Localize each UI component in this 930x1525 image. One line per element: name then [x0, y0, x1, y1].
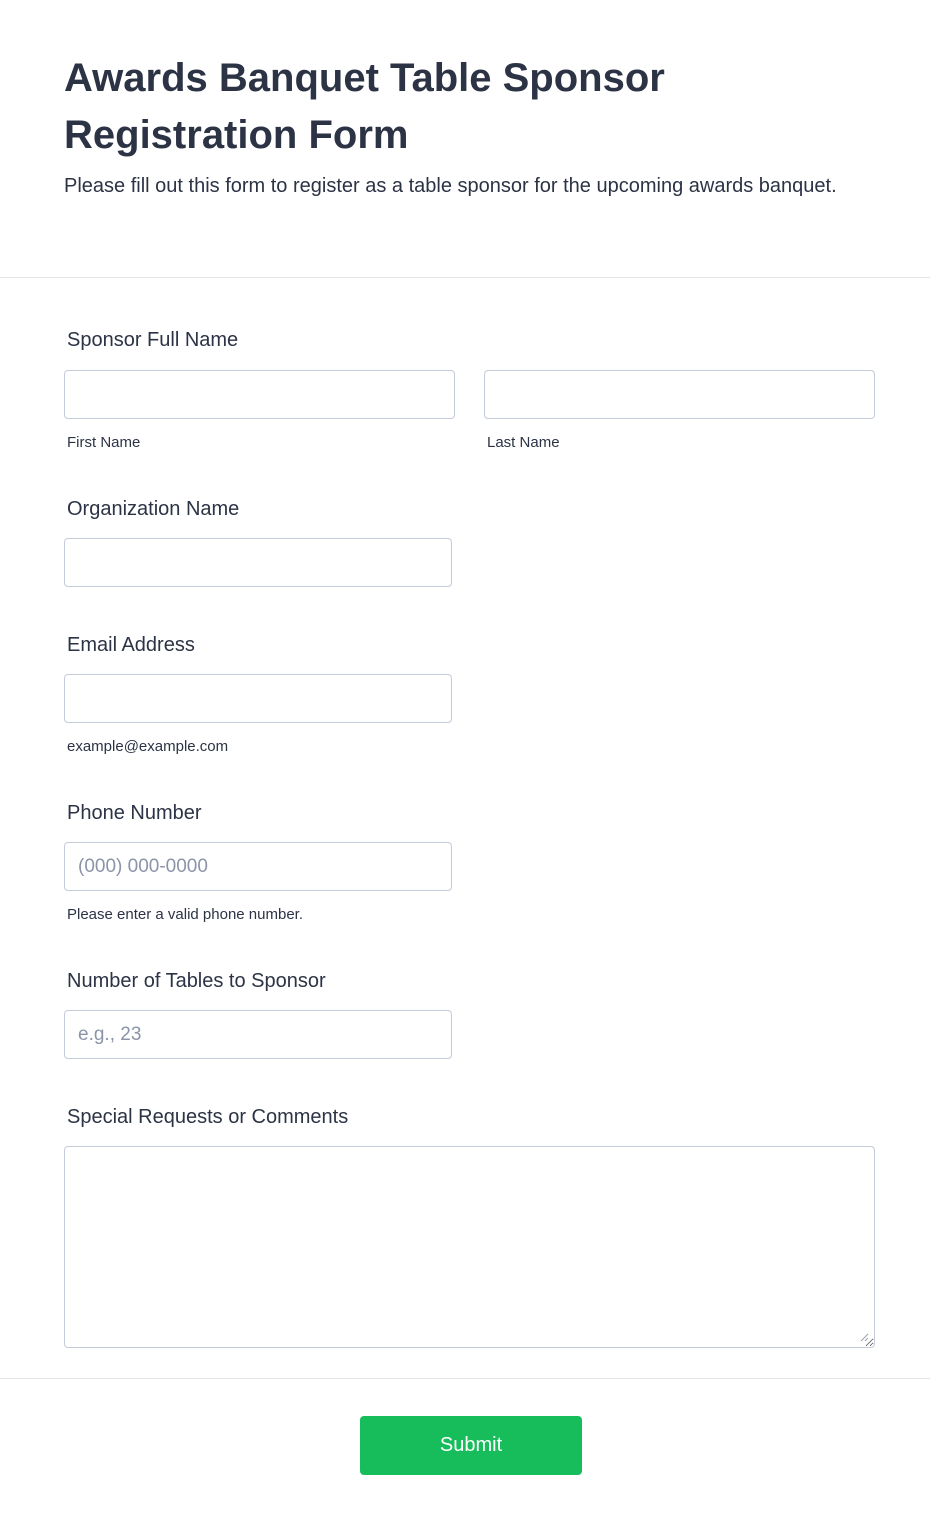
submit-button[interactable]: Submit: [360, 1416, 582, 1475]
email-label: Email Address: [67, 634, 195, 656]
form-description: Please fill out this form to register as a table sponsor for the upcoming awards banquet.: [64, 175, 837, 197]
comments-label: Special Requests or Comments: [67, 1106, 349, 1128]
comments-wrapper: [64, 1146, 875, 1348]
phone-sublabel: Please enter a valid phone number.: [67, 906, 303, 923]
organization-input[interactable]: [64, 538, 452, 587]
phone-input[interactable]: [64, 842, 452, 891]
email-input[interactable]: [64, 674, 452, 723]
form-title: Awards Banquet Table Sponsor Registration Form: [64, 56, 665, 157]
first-name-sublabel: First Name: [67, 434, 141, 451]
tables-label: Number of Tables to Sponsor: [67, 970, 326, 992]
organization-label: Organization Name: [67, 498, 240, 520]
comments-textarea[interactable]: [64, 1146, 875, 1348]
last-name-sublabel: Last Name: [487, 434, 560, 451]
last-name-input[interactable]: [484, 370, 875, 419]
form-header: [0, 0, 930, 278]
email-sublabel: example@example.com: [67, 738, 229, 755]
footer-divider: [0, 1378, 930, 1379]
first-name-input[interactable]: [64, 370, 455, 419]
phone-label: Phone Number: [67, 802, 202, 824]
tables-input[interactable]: [64, 1010, 452, 1059]
full-name-label: Sponsor Full Name: [67, 329, 239, 351]
